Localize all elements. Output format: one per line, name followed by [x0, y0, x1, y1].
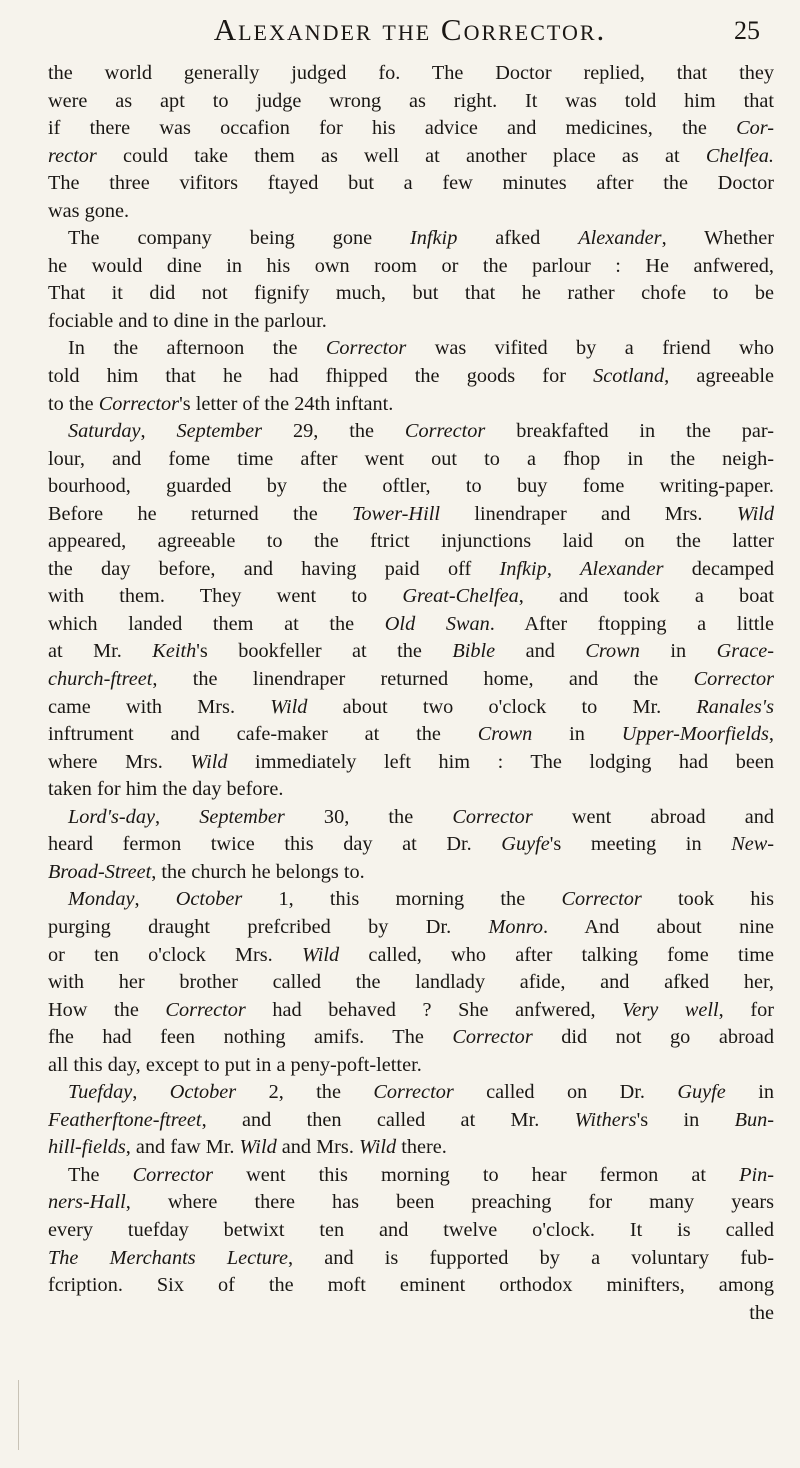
roman-text: 30, the [284, 805, 453, 828]
italic-text: ners-Hall [48, 1191, 126, 1214]
text-line [48, 198, 774, 226]
italic-text: Corrector [325, 337, 407, 360]
text-line [48, 969, 774, 997]
roman-text: 2, the [236, 1081, 374, 1104]
text-line [48, 308, 774, 336]
text-line [48, 143, 774, 171]
text-line [48, 115, 774, 143]
roman-text: every tuefday betwixt ten and twelve o'clock. It is called [48, 1218, 774, 1241]
roman-text: , and then called at Mr. [201, 1108, 575, 1131]
text-line [48, 776, 774, 804]
italic-text: Alexander [580, 557, 664, 580]
roman-text: , [140, 420, 177, 443]
roman-text: , where there has been preaching for many years [125, 1191, 774, 1214]
text-line [48, 611, 774, 639]
roman-text: about two o'clock to Mr. [307, 695, 697, 718]
italic-text: October [175, 888, 243, 911]
text-line [48, 88, 774, 116]
text-line [48, 859, 774, 887]
roman-text: called on Dr. [453, 1081, 678, 1104]
italic-text: Corrector [452, 805, 533, 828]
roman-text: fociable and to dine in the parlour. [48, 309, 327, 332]
roman-text: 's in [636, 1108, 735, 1131]
italic-text: Bun- [734, 1108, 774, 1131]
roman-text: That it did not fignify much, but that he rather chofe to be [48, 282, 774, 305]
italic-text: September [199, 805, 285, 828]
roman-text: could take them as well at another place as at [96, 144, 706, 167]
roman-text: were as apt to judge wrong as right. It was told him that [48, 89, 774, 112]
text-line [48, 1052, 774, 1080]
text-line [48, 1300, 774, 1328]
roman-text: , agreeable [664, 365, 774, 388]
roman-text: heard fermon twice this day at Dr. [48, 833, 502, 856]
text-line [48, 280, 774, 308]
roman-text: taken for him the day before. [48, 778, 284, 801]
roman-text: purging draught prefcribed by Dr. [48, 915, 489, 938]
roman-text: in [725, 1081, 774, 1104]
roman-text: which landed them at the [48, 612, 385, 635]
roman-text: lour, and fome time after went out to a fhop in the neigh- [48, 447, 774, 470]
italic-text: Corrector [404, 420, 486, 443]
text-line [48, 501, 774, 529]
italic-text: Upper-Moorfields [621, 723, 769, 746]
roman-text: did not go abroad [532, 1026, 774, 1049]
italic-text: Wild [301, 943, 340, 966]
italic-text: church-ftreet [48, 668, 153, 691]
text-line [48, 253, 774, 281]
body-text [48, 60, 774, 1327]
italic-text: Featherftone-ftreet [48, 1108, 202, 1131]
roman-text: the world generally judged fo. The Doctor replied, that they [48, 62, 774, 84]
text-line [48, 1272, 774, 1300]
italic-text: Infkip [499, 557, 547, 580]
italic-text: rector [48, 144, 97, 167]
roman-text: with them. They went to [48, 585, 403, 608]
roman-text: with her brother called the landlady afide, and afked her, [48, 971, 774, 994]
roman-text: in [639, 640, 717, 663]
page-number: 25 [734, 16, 760, 45]
text-line [48, 749, 774, 777]
italic-text: Tuefday [68, 1081, 133, 1104]
italic-text: Very well [622, 998, 719, 1021]
italic-text: Crown [477, 723, 533, 746]
roman-text: he would dine in his own room or the parlour : He anfwered, [48, 254, 774, 277]
roman-text: appeared, agreeable to the ftrict injunctions laid on the latter [48, 530, 774, 553]
roman-text: in [532, 723, 622, 746]
roman-text: the day before, and having paid off [48, 557, 500, 580]
text-line [48, 914, 774, 942]
roman-text: , [134, 888, 176, 911]
roman-text: inftrument and cafe-maker at the [48, 723, 478, 746]
roman-text: or ten o'clock Mrs. [48, 943, 302, 966]
italic-text: Corrector [98, 392, 180, 415]
roman-text: all this day, except to put in a peny-poft-letter. [48, 1053, 422, 1076]
text-line [48, 60, 774, 88]
roman-text: where Mrs. [48, 750, 191, 773]
italic-text: Withers [574, 1108, 637, 1131]
italic-text: The Merchants Lecture [48, 1246, 289, 1269]
page-edge-shadow [18, 1380, 19, 1450]
text-line [48, 694, 774, 722]
italic-text: Bible [452, 640, 496, 663]
roman-text: took his [641, 888, 774, 911]
roman-text: , [132, 1081, 170, 1104]
roman-text: called, who after talking fome time [339, 943, 774, 966]
text-line [48, 391, 774, 419]
text-line [48, 638, 774, 666]
roman-text: decamped [663, 557, 774, 580]
roman-text: Before he returned the [48, 502, 353, 525]
italic-text: October [169, 1081, 237, 1104]
text-line [48, 418, 774, 446]
italic-text: New- [731, 833, 774, 856]
roman-text: In the afternoon the [68, 337, 326, 360]
roman-text: , for [718, 998, 774, 1021]
text-line [48, 446, 774, 474]
roman-text: was vifited by a friend who [406, 337, 774, 360]
italic-text: Wild [358, 1136, 397, 1159]
italic-text: Ranales's [696, 695, 774, 718]
italic-text: Cor- [736, 117, 774, 140]
roman-text: told him that he had fhipped the goods for [48, 365, 594, 388]
text-line [48, 997, 774, 1025]
roman-text: went this morning to hear fermon at [213, 1163, 740, 1186]
roman-text: , [768, 723, 774, 746]
italic-text: Guyfe [501, 833, 550, 856]
roman-text: , Whether [661, 227, 774, 250]
roman-text: . And about nine [543, 915, 774, 938]
roman-text: The three vifitors ftayed but a few minutes after the Doctor [48, 172, 774, 195]
roman-text: to the [48, 392, 99, 415]
roman-text: afked [457, 227, 579, 250]
italic-text: Grace- [716, 640, 774, 663]
roman-text: breakfafted in the par- [485, 420, 774, 443]
text-line [48, 363, 774, 391]
italic-text: Old Swan [384, 612, 490, 635]
italic-text: Corrector [693, 668, 774, 691]
italic-text: Scotland [593, 365, 665, 388]
roman-text: , [154, 805, 200, 828]
text-line [48, 1189, 774, 1217]
italic-text: Tower-Hill [352, 502, 440, 525]
italic-text: Chelfea. [705, 144, 774, 167]
italic-text: Great-Chelfea [402, 585, 519, 608]
text-line [48, 1024, 774, 1052]
italic-text: Saturday [68, 420, 141, 443]
italic-text: Monday [68, 888, 135, 911]
text-line [48, 942, 774, 970]
roman-text: fcription. Six of the moft eminent orthodox minifters, among [48, 1274, 774, 1297]
italic-text: Corrector [165, 998, 246, 1021]
roman-text: fhe had feen nothing amifs. The [48, 1026, 453, 1049]
italic-text: hill-fields [48, 1136, 126, 1159]
roman-text: came with Mrs. [48, 695, 271, 718]
italic-text: Corrector [561, 888, 642, 911]
text-line [48, 886, 774, 914]
italic-text: Infkip [410, 227, 458, 250]
text-line [48, 556, 774, 584]
roman-text: 's letter of the 24th inftant. [179, 392, 394, 415]
roman-text: and [495, 640, 586, 663]
italic-text: Corrector [373, 1081, 454, 1104]
italic-text: Monro [488, 915, 543, 938]
text-line [48, 831, 774, 859]
roman-text: was gone. [48, 199, 130, 222]
roman-text: 's bookfeller at the [196, 640, 453, 663]
roman-text: 1, this morning the [242, 888, 562, 911]
italic-text: Guyfe [677, 1081, 726, 1104]
text-line [48, 170, 774, 198]
text-line [48, 804, 774, 832]
italic-text: September [176, 420, 263, 443]
roman-text: went abroad and [532, 805, 774, 828]
italic-text: Wild [239, 1136, 277, 1159]
text-line [48, 1217, 774, 1245]
italic-text: Wild [736, 502, 774, 525]
text-line [48, 1079, 774, 1107]
roman-text: the [749, 1301, 774, 1324]
roman-text: 's meeting in [549, 833, 732, 856]
text-line [48, 583, 774, 611]
italic-text: Crown [585, 640, 640, 663]
roman-text: How the [48, 998, 166, 1021]
roman-text: , the church he belongs to. [151, 860, 365, 883]
italic-text: Wild [270, 695, 308, 718]
roman-text: if there was occafion for his advice and medicines, the [48, 117, 737, 140]
roman-text: linendraper and Mrs. [440, 502, 737, 525]
roman-text: , the linendraper returned home, and the [152, 668, 694, 691]
italic-text: Broad-Street [48, 860, 152, 883]
roman-text: , and took a boat [518, 585, 774, 608]
text-line [48, 473, 774, 501]
italic-text: Pin- [739, 1163, 774, 1186]
text-line [48, 1134, 774, 1162]
roman-text: , and faw Mr. [125, 1136, 240, 1159]
roman-text: The [68, 1163, 133, 1186]
running-head [60, 10, 760, 52]
roman-text: . After ftopping a little [489, 612, 774, 635]
text-line [48, 528, 774, 556]
roman-text: at Mr. [48, 640, 153, 663]
roman-text: , [546, 557, 581, 580]
italic-text: Keith [152, 640, 197, 663]
text-line [48, 225, 774, 253]
text-line [48, 721, 774, 749]
roman-text: and Mrs. [276, 1136, 359, 1159]
roman-text: immediately left him : The lodging had been [227, 750, 774, 773]
roman-text: , and is fupported by a voluntary fub- [288, 1246, 774, 1269]
roman-text: had behaved ? She anfwered, [245, 998, 623, 1021]
roman-text: The company being gone [68, 227, 411, 250]
italic-text: Wild [190, 750, 228, 773]
text-line [48, 335, 774, 363]
text-line [48, 1107, 774, 1135]
roman-text: 29, the [262, 420, 405, 443]
text-line [48, 1245, 774, 1273]
roman-text: there. [396, 1136, 447, 1159]
running-title: Alexander the Corrector. [213, 12, 607, 47]
text-line [48, 1162, 774, 1190]
italic-text: Corrector [132, 1163, 213, 1186]
italic-text: Lord's-day [68, 805, 155, 828]
italic-text: Alexander [578, 227, 662, 250]
italic-text: Corrector [452, 1026, 533, 1049]
roman-text: bourhood, guarded by the oftler, to buy fome writing-paper. [48, 475, 774, 498]
text-line [48, 666, 774, 694]
